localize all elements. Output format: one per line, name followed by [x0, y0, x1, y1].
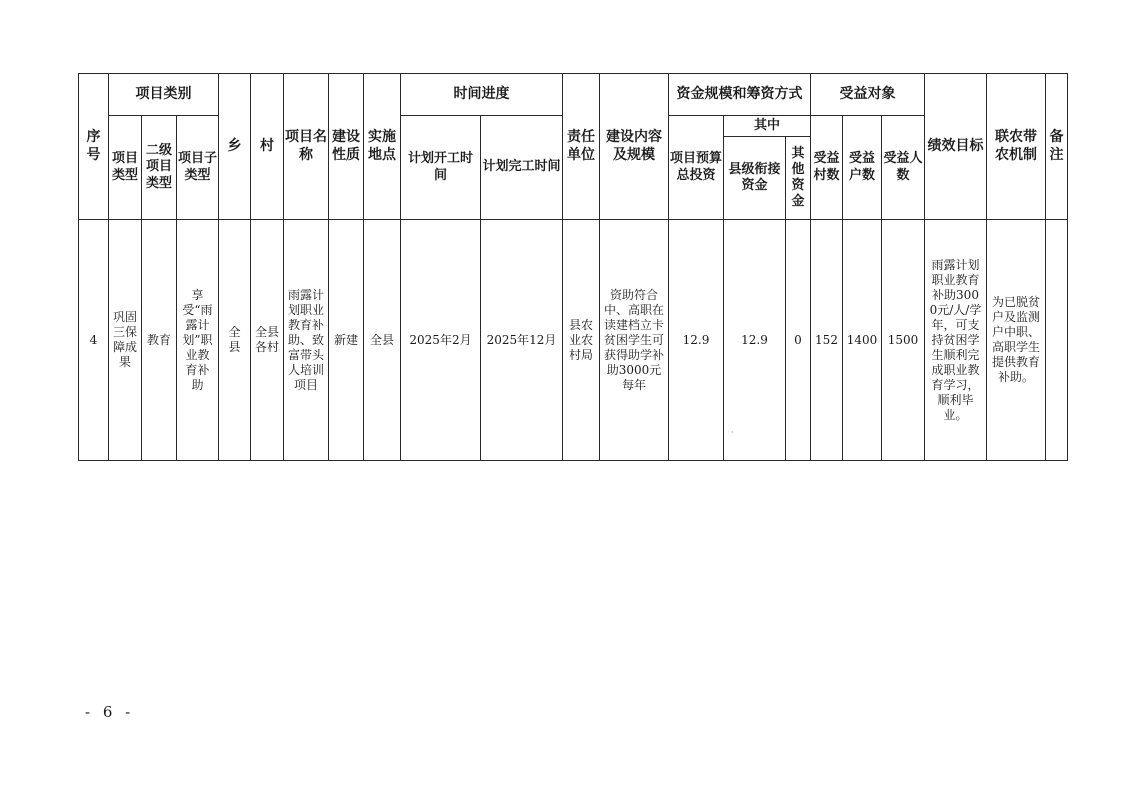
cell-budget: 12.9 [669, 220, 724, 461]
header-villages: 受益村数 [811, 116, 843, 220]
header-location: 实施地点 [364, 74, 401, 220]
cell-end: 2025年12月 [481, 220, 563, 461]
header-budget: 项目预算总投资 [669, 116, 724, 220]
header-sub-category: 二级项目类型 [142, 116, 177, 220]
cell-sub-type: 享受“雨露计划”职业教育补助 [177, 220, 219, 461]
header-households: 受益户数 [843, 116, 882, 220]
header-performance: 绩效目标 [925, 74, 987, 220]
header-county-funds: 县级衔接资金 [724, 137, 786, 220]
header-schedule-group: 时间进度 [401, 74, 563, 116]
header-category: 项目类型 [109, 116, 142, 220]
cell-other-funds: 0 [786, 220, 811, 461]
header-sub-type: 项目子类型 [177, 116, 219, 220]
cell-township: 全县 [219, 220, 251, 461]
header-linkage: 联农带农机制 [987, 74, 1046, 220]
header-seq: 序号 [79, 74, 109, 220]
cell-villages: 152 [811, 220, 843, 461]
scan-speck: · [731, 428, 734, 437]
header-funding-group: 资金规模和筹资方式 [669, 74, 811, 116]
cell-project-name: 雨露计划职业教育补助、致富带头人培训项目 [284, 220, 329, 461]
header-remarks: 备注 [1046, 74, 1068, 220]
header-project-name: 项目名称 [284, 74, 329, 220]
cell-linkage: 为已脱贫户及监测户中职、高职学生提供教育补助。 [987, 220, 1046, 461]
cell-performance: 雨露计划职业教育补助3000元/人/学年，可支持贫困学生顺利完成职业教育学习，顺利毕业。 [925, 220, 987, 461]
cell-unit: 县农业农村局 [563, 220, 600, 461]
cell-seq: 4 [79, 220, 109, 461]
cell-village: 全县各村 [251, 220, 284, 461]
header-beneficiary-group: 受益对象 [811, 74, 925, 116]
project-table [78, 73, 1068, 461]
header-nature: 建设性质 [329, 74, 364, 220]
cell-nature: 新建 [329, 220, 364, 461]
header-township: 乡 [219, 74, 251, 220]
cell-content: 资助符合中、高职在读建档立卡贫困学生可获得助学补助3000元每年 [600, 220, 669, 461]
header-start: 计划开工时间 [401, 116, 481, 220]
cell-category: 巩固三保障成果 [109, 220, 142, 461]
header-other-funds: 其他资金 [786, 137, 811, 220]
header-category-group: 项目类别 [109, 74, 219, 116]
header-unit: 责任单位 [563, 74, 600, 220]
cell-households: 1400 [843, 220, 882, 461]
header-of-which: 其中 [724, 116, 811, 137]
cell-remarks [1046, 220, 1068, 461]
page-number: - 6 - [85, 703, 135, 721]
cell-sub-category: 教育 [142, 220, 177, 461]
cell-start: 2025年2月 [401, 220, 481, 461]
cell-county-funds: 12.9 [724, 220, 786, 461]
header-content: 建设内容及规模 [600, 74, 669, 220]
header-village: 村 [251, 74, 284, 220]
header-end: 计划完工时间 [481, 116, 563, 220]
cell-people: 1500 [882, 220, 925, 461]
header-people: 受益人数 [882, 116, 925, 220]
cell-location: 全县 [364, 220, 401, 461]
